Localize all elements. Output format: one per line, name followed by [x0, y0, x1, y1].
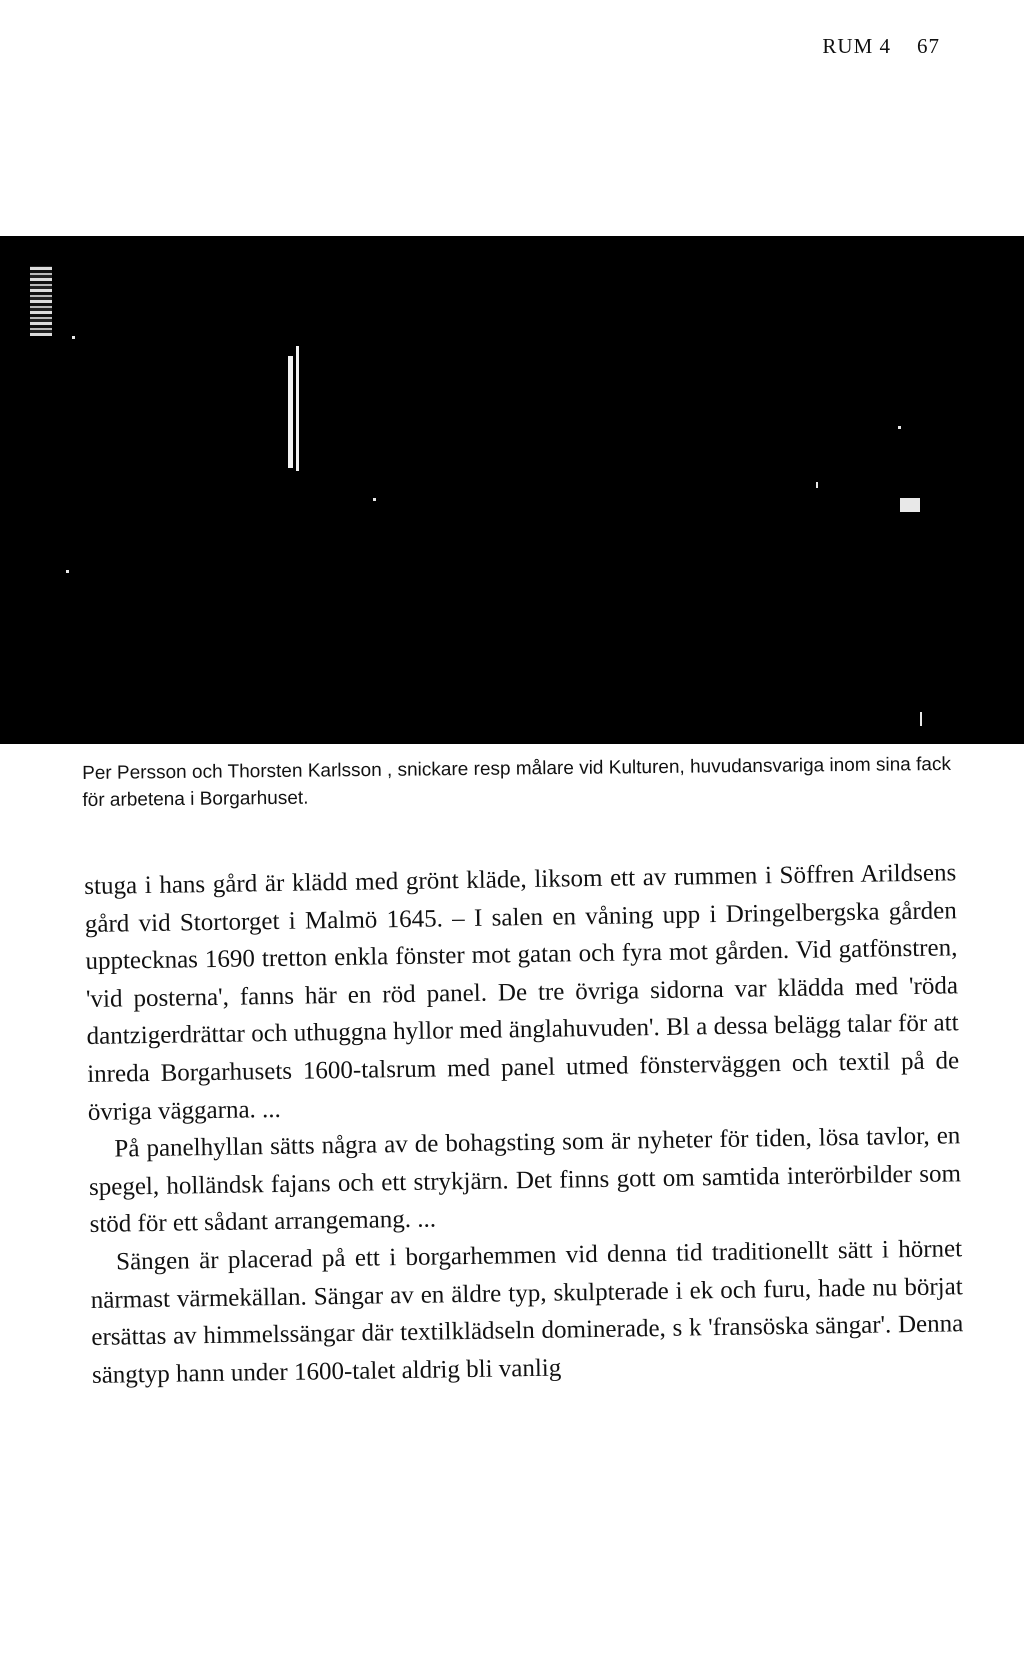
section-title: RUM 4 — [822, 34, 891, 58]
photo-edge-mark — [30, 266, 52, 336]
photo-speck — [900, 498, 920, 512]
paragraph: På panelhyllan sätts några av de bohagsting som är nyheter för tiden, lösa tavlor, en spegel, holländsk fajans och ett strykjärn. Det finns gott om samtida interörbilder som stöd för ett sådant arrangemang. ... — [88, 1122, 962, 1239]
page-number: 67 — [917, 34, 940, 58]
photo-speck — [898, 426, 901, 429]
photo-speck — [373, 498, 376, 501]
photo-caption: Per Persson och Thorsten Karlsson , snickare resp målare vid Kulturen, huvudansvariga inom sina fack för arbetena i Borgarhuset. — [82, 753, 952, 811]
photo-highlight — [296, 346, 299, 471]
photo-speck — [816, 482, 818, 488]
photo-highlight — [288, 356, 293, 468]
paragraph: Sängen är placerad på ett i borgarhemmen vid denna tid traditionellt sätt i hörnet närmast värmekällan. Sängar av en äldre typ, skulpterade i ek och furu, hade nu börjat ersättas av himmelssängar där textilklädseln dominerade, s k 'fransöska sängar'. Denna sängtyp hann under 1600-talet aldrig bli vanlig — [90, 1235, 964, 1389]
photo-speck — [920, 712, 922, 726]
paragraph: stuga i hans gård är klädd med grönt kläde, liksom ett av rummen i Söffren Arildsens gård vid Stortorget i Malmö 1645. – I salen en våning upp i Dringelbergska gården upptecknas 1690 tretton enkla fönster mot gatan och fyra mot gården. Vid gatfönstren, 'vid posterna', fanns här en röd panel. De tre övriga sidorna var klädda med 'röda dantzigerdrättar och uthuggna hyllor med änglahuvuden'. Bl a dessa belägg talar för att inreda Borgarhusets 1600-talsrum med panel utmed fönsterväggen och textil på de övriga väggarna. ... — [84, 859, 960, 1126]
photograph — [0, 236, 1024, 744]
photo-speck — [66, 570, 69, 573]
photo-speck — [72, 336, 75, 339]
body-text — [84, 854, 964, 1394]
running-head — [760, 34, 940, 59]
